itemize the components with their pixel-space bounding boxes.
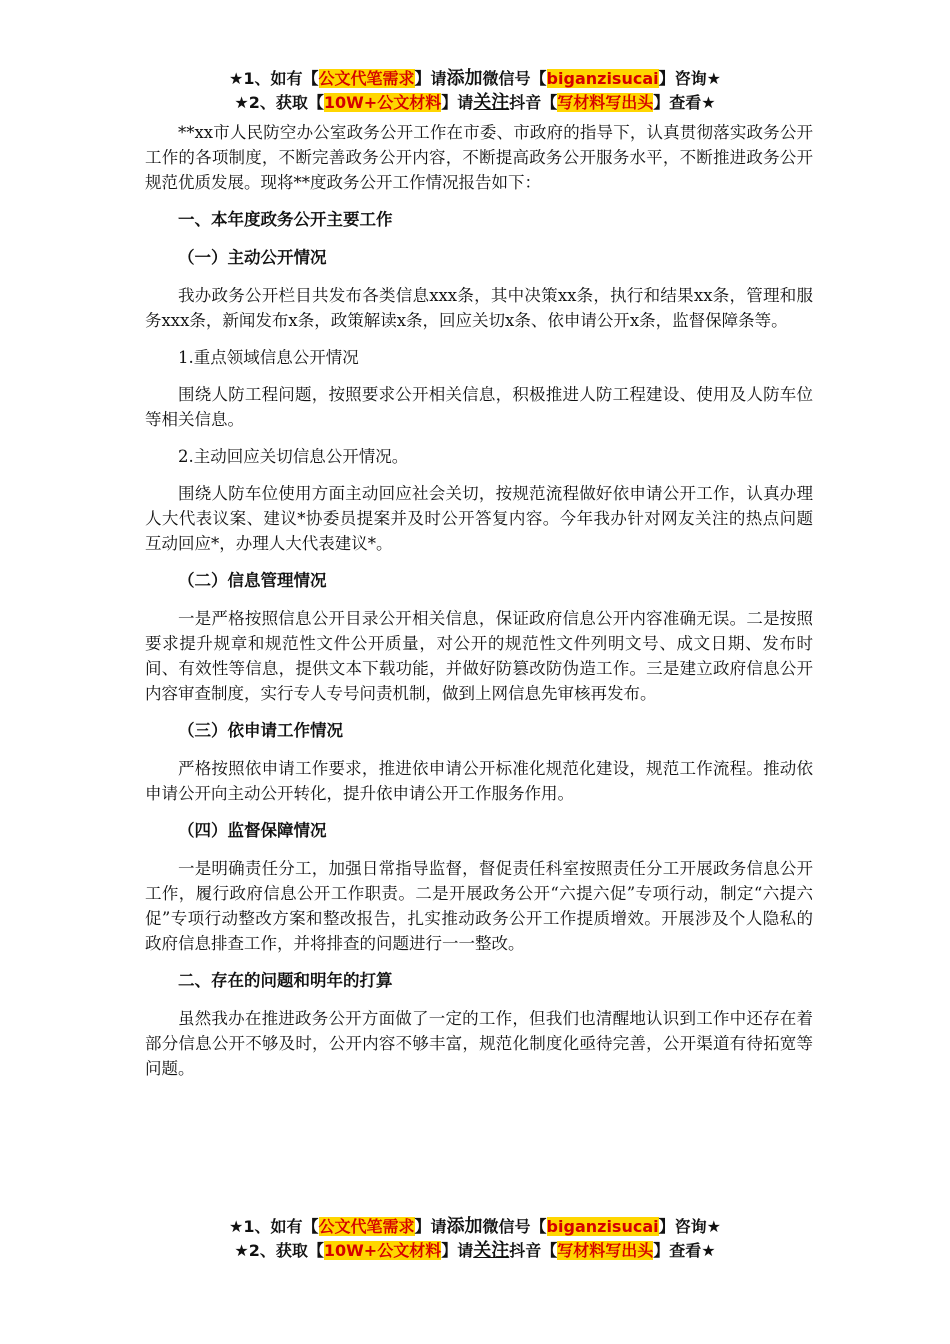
promo-text: 】请 [414,1217,447,1236]
promo-wechat-id: biganzisucai [546,1217,659,1236]
intro-paragraph: **xx市人民防空办公室政务公开工作在市委、市政府的指导下，认真贯彻落实政务公开工作的各项制度，不断完善政务公开内容，不断提高政务公开服务水平，不断推进政务公开规范优质发展。现将**度政务公开工作情况报告如下： [145,123,813,192]
promo-text: ★2、获取【 [234,1241,324,1260]
subsection-heading-4: （四）监督保障情况 [178,821,327,840]
section-heading-1: 一、本年度政务公开主要工作 [178,210,393,229]
promo-line-1 [0,1215,950,1239]
promo-highlight: 10W+公文材料 [323,93,442,112]
promo-text: 】咨询★ [658,69,721,88]
promo-text: ★1、如有【 [229,69,319,88]
subsection-paragraph-3: 严格按照依申请工作要求，推进依申请公开标准化规范化建设，规范工作流程。推动依申请公开向主动公开转化，提升依申请公开工作服务作用。 [145,759,813,803]
promo-douyin-id: 写材料写出头 [557,1241,654,1260]
promo-highlight: 公文代笔需求 [318,1217,415,1236]
promo-text: 微信号【 [482,1217,547,1236]
promo-highlight: 10W+公文材料 [323,1241,442,1260]
promo-emphasis: 添加 [446,68,483,89]
promo-text: 】请 [441,1241,474,1260]
subsection-paragraph-2: 一是严格按照信息公开目录公开相关信息，保证政府信息公开内容准确无误。二是按照要求提升规章和规范性文件公开质量，对公开的规范性文件列明文号、成文日期、发布时间、有效性等信息，提供文本下载功能，并做好防篡改防伪造工作。三是建立政府信息公开内容审查制度，实行专人专号问责机制，做到上网信息先审核再发布。 [145,609,813,703]
promo-banner-bottom [0,1215,950,1263]
subsection-heading-1: （一）主动公开情况 [178,248,327,267]
section-heading-2: 二、存在的问题和明年的打算 [178,971,393,990]
promo-text: 微信号【 [482,69,547,88]
promo-text: 】请 [441,93,474,112]
item-heading-1: 1.重点领域信息公开情况 [178,348,359,367]
promo-line-2 [0,91,950,115]
document-body [145,120,813,1093]
item-heading-2: 2.主动回应关切信息公开情况。 [178,447,409,466]
subsection-paragraph-1: 我办政务公开栏目共发布各类信息xxx条，其中决策xx条，执行和结果xx条，管理和服务xxx条，新闻发布x条，政策解读x条，回应关切x条、依申请公开x条，监督保障条等。 [145,286,813,330]
subsection-paragraph-4: 一是明确责任分工，加强日常指导监督，督促责任科室按照责任分工开展政务信息公开工作，履行政府信息公开工作职责。二是开展政务公开“六提六促”专项行动，制定“六提六促”专项行动整改方案和整改报告，扎实推动政务公开工作提质增效。开展涉及个人隐私的政府信息排查工作，并将排查的问题进行一一整改。 [145,859,813,953]
section-paragraph-2: 虽然我办在推进政务公开方面做了一定的工作，但我们也清醒地认识到工作中还存在着部分信息公开不够及时，公开内容不够丰富，规范化制度化亟待完善，公开渠道有待拓宽等问题。 [145,1009,813,1078]
item-paragraph-2: 围绕人防车位使用方面主动回应社会关切，按规范流程做好依申请公开工作，认真办理人大代表议案、建议*协委员提案并及时公开答复内容。今年我办针对网友关注的热点问题互动回应*，办理人大代表建议*。 [145,484,813,553]
subsection-heading-3: （三）依申请工作情况 [178,721,343,740]
promo-highlight: 公文代笔需求 [318,69,415,88]
promo-text: ★1、如有【 [229,1217,319,1236]
promo-banner-top [0,67,950,115]
subsection-heading-2: （二）信息管理情况 [178,571,327,590]
promo-text: ★2、获取【 [234,93,324,112]
promo-emphasis: 关注 [473,1240,510,1261]
promo-text: 】查看★ [653,1241,716,1260]
promo-emphasis: 关注 [473,92,510,113]
promo-line-1 [0,67,950,91]
promo-text: 抖音【 [509,93,558,112]
promo-text: 抖音【 [509,1241,558,1260]
promo-text: 】查看★ [653,93,716,112]
promo-text: 】请 [414,69,447,88]
promo-line-2 [0,1239,950,1263]
promo-wechat-id: biganzisucai [546,69,659,88]
promo-emphasis: 添加 [446,1216,483,1237]
item-paragraph-1: 围绕人防工程问题，按照要求公开相关信息，积极推进人防工程建设、使用及人防车位等相关信息。 [145,385,813,429]
promo-text: 】咨询★ [658,1217,721,1236]
promo-douyin-id: 写材料写出头 [557,93,654,112]
